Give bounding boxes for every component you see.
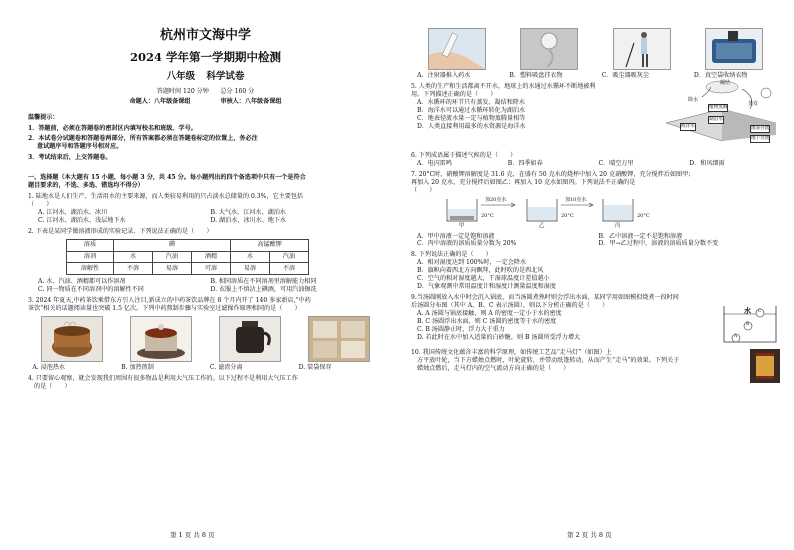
page-footer-1: 第 1 页 共 8 页 <box>170 531 215 539</box>
q1-stem: 1. 陆地水是人们生产、生活用水的主要来源，而人类较易利用的只占淡水总储量的 0.3%，它主要包括 <box>28 193 304 201</box>
q5-option-a: A．水循环的环节只有蒸发、凝结和降水 <box>417 98 525 106</box>
label-transpiration: 植物蒸腾 <box>709 104 728 110</box>
table-cell: 易溶 <box>231 263 270 275</box>
label-temp-2: 20°C <box>561 212 574 219</box>
label-water: 水 <box>744 305 751 315</box>
table-cell: 易溶 <box>153 263 192 275</box>
q4-option-d: D．真空袋收纳衣物 <box>693 72 748 79</box>
q1-blank: （ ） <box>28 200 53 208</box>
soak-photo <box>41 316 103 362</box>
q4-stem: 4. 只要留心观察，就会发现我们周围有很多物品是利用大气压工作的。以下过程不是利用大气压工作 <box>28 375 298 383</box>
dumpling-diagram <box>720 302 780 346</box>
table-cell: 酒精 <box>192 251 231 263</box>
beaker-diagram <box>441 195 671 231</box>
reviewer: 审核人：八年级备课组 <box>220 97 282 105</box>
label-condensation: 凝结 <box>720 79 731 86</box>
table-cell: 汽油 <box>270 251 309 263</box>
q1-option-d: D. 湖泊水、冰川水、地下水 <box>210 216 287 224</box>
q8-option-d: D．气象观测中常用温度计和湿度计测量温度和湿度 <box>417 283 556 291</box>
q7-stem: 7. 20°C时，硝酸钾溶解度是 31.6 克，在盛有 50 克水的烧杯中加入 20 克硝酸钾，充分搅拌后如图甲； <box>411 170 695 178</box>
section-heading: 一、选择题（本大题有 15 小题，每小题 3 分，共 45 分。每小题列出的四个备选项中只有一个是符合 <box>28 174 306 182</box>
q3-option-a: A. 浸泡热水 <box>32 364 66 372</box>
question-6 <box>411 152 780 168</box>
q4-option-a: A．注射器推入药水 <box>417 72 471 79</box>
label-add-20g-water: 加20克水 <box>485 196 507 203</box>
table-cell: 不溶 <box>270 263 309 275</box>
q10-stem-3: 蜡烛点燃后，走马灯内的空气流动方向正确的是（ ） <box>417 364 570 372</box>
syringe-photo <box>428 28 486 70</box>
tip-3: 3．考试结束后，上交答题卷。 <box>28 154 112 162</box>
q3-option-d: D. 装袋保存 <box>298 364 332 372</box>
table-cell: 可溶 <box>192 263 231 275</box>
table-cell: 溶质 <box>67 239 114 251</box>
q6-option-b: B．四季如春 <box>507 159 543 167</box>
q7-option-a: A．甲中溶液一定是饱和溶液 <box>417 232 495 240</box>
table-cell: 高锰酸钾 <box>231 239 309 251</box>
label-surface-runoff: 地表径流 <box>751 125 770 131</box>
q3-stem: 3. 2024 年夏天,中药茶饮乘借东方引人注目,新成立的中药茶饮品牌在 8 个月内开了 140 多家新店,“中药 <box>28 297 311 305</box>
q8-option-c: C．空气的相对湿度越大，干湿球温度计差值越小 <box>417 275 550 283</box>
q9-option-c: C. B 汤圆静止时，浮力大于重力 <box>417 325 505 333</box>
q1-option-c: C. 江河水、湖泊水、浅层地下水 <box>38 216 126 224</box>
total-score: 总分 160 分 <box>220 87 255 95</box>
q9-option-d: D. 若此时在水中加入适量的白砂糖，则 B 汤圆所受浮力增大 <box>417 333 581 341</box>
q9-option-a: A. A 汤圆与锅底接触，则 A 的密度一定小于水的密度 <box>417 309 562 317</box>
q8-stem: 8. 下列说法正确的是（ ） <box>411 251 492 259</box>
school-name: 杭州市文海中学 <box>159 28 251 43</box>
q5-stem-2: 用。下列描述正确的是（ ） <box>411 90 497 98</box>
label-precipitation: 降水 <box>688 96 699 103</box>
q2-stem: 2. 下表是某同学做溶液形成的实验记录，下列说法正确的是（ ） <box>28 227 213 235</box>
q8-option-b: B．旗帜向着西北方向飘拜，此时吹的是西北风 <box>417 267 544 275</box>
label-dumpling-c: C <box>758 308 762 314</box>
staff-line <box>28 98 383 106</box>
table-cell: 水 <box>231 251 270 263</box>
q5-option-b: B．海洋水可以通过水循环转化为湖泊水 <box>417 106 526 114</box>
q4-option-c: C．吸尘器吸灰尘 <box>601 72 649 79</box>
lantern-image <box>750 349 780 383</box>
q5-option-c: C．地表径流水量一定与植物蒸腾量相等 <box>417 114 526 122</box>
label-evaporation: 蒸发 <box>748 100 759 107</box>
question-10 <box>411 349 780 383</box>
q6-stem: 6. 下列成语属于描述气候的是（ ） <box>411 151 517 159</box>
decoct-photo <box>130 316 192 362</box>
tip-2: 2．本试卷分试题卷和答题卷两部分，所有答案都必须在答题卷标定的位置上，务必注 <box>28 135 258 143</box>
q10-stem: 10. 我国传统文化蕴含丰富的科学原理，如传统工艺品“走马灯”（如图）上 <box>411 348 612 356</box>
q1-option-a: A. 江河水、湖泊水、冰川 <box>38 208 108 216</box>
grade-subject <box>28 71 383 83</box>
label-add-10g-water: 加10克水 <box>565 196 587 203</box>
tips-title: 温馨提示： <box>28 113 59 121</box>
q6-option-c: C．晴空万里 <box>598 159 634 167</box>
q6-option-a: A．电闪雷鸣 <box>417 159 452 167</box>
time-score <box>28 88 383 96</box>
label-lake-water: 湖泊水 <box>709 116 723 122</box>
table-cell: 水 <box>114 251 153 263</box>
water-cycle-diagram <box>662 79 780 149</box>
tip-2b: 意试题序号和答题序号相对应。 <box>37 143 123 151</box>
solubility-table <box>66 239 309 276</box>
label-temp-3: 20°C <box>637 212 650 219</box>
vacuum-photo <box>613 28 671 70</box>
filter-photo <box>219 316 281 362</box>
grade-label: 八年级 <box>166 71 196 83</box>
table-cell: 不溶 <box>114 263 153 275</box>
question-7 <box>411 171 780 249</box>
q2-option-d: D. 衣服上不慎沾上碘酒，可用汽油擦洗 <box>210 286 317 294</box>
exam-time: 答题时间 120 分钟 <box>156 87 209 95</box>
label-yi: 乙 <box>539 222 545 229</box>
q9-stem-2: 后汤圆分布图（其中 A、B、C 表示汤圆），则以下分析正确的是（ ） <box>411 301 609 309</box>
subject-label: 科学试卷 <box>206 71 245 83</box>
q6-option-d: D．和风细雨 <box>689 159 725 167</box>
q5-option-d: D．人类直接利用最多的水资源是海洋水 <box>417 122 526 130</box>
q9-option-b: B. C 汤圆浮出水面，则 C 汤圆的密度等于水的密度 <box>417 317 557 325</box>
q7-option-d: D．甲→乙过程中，溶液的溶质质量分数不变 <box>598 240 719 248</box>
q10-stem-2: 方平放叶轮，当下方蜡烛点燃时，叶轮旋转，并带动纸篷转动，从而产生“走马”的效果。下列关于 <box>417 356 680 364</box>
question-5 <box>411 79 780 149</box>
vacuum-bag-photo <box>705 28 763 70</box>
q9-stem: 9.当汤圆刚放入水中时会沉入锅底，而当汤圆煮熟时则会浮出水面，某同学用如图模拟烧煮一段时间 <box>411 293 679 301</box>
label-temp-1: 20°C <box>481 212 494 219</box>
table-cell: 汽油 <box>153 251 192 263</box>
section-heading-2: 题目要求的，不选、多选、错选均不得分） <box>28 182 144 190</box>
q4-images <box>411 28 780 70</box>
section-1 <box>28 174 383 190</box>
setter: 命题人：八年级备课组 <box>129 97 191 105</box>
q3-option-c: C. 滤渣分离 <box>209 364 243 372</box>
question-3 <box>28 297 383 372</box>
question-8 <box>411 251 780 291</box>
q1-option-b: B. 大气水、江河水、湖泊水 <box>210 208 286 216</box>
question-9 <box>411 294 780 346</box>
table-cell: 碘 <box>114 239 231 251</box>
q5-stem: 5. 人类的生产和生活都离不开水，地球上的水通过水循环不断地被利 <box>411 82 596 90</box>
label-ocean-water: 海洋水 <box>681 123 695 129</box>
q7-stem-3: （ ） <box>411 186 436 194</box>
tip-1: 1．答题前，必须在答题卷的密封区内填写校名和班级、学号。 <box>28 124 197 132</box>
q4-stem-2: 的是（ ） <box>34 382 71 390</box>
table-cell: 溶解性 <box>67 263 114 275</box>
label-dumpling-b: B <box>746 321 750 327</box>
q7-stem-2: 再加入 20 克水，充分搅拌后如图乙；再加入 10 克水如图丙。下列说法不正确的是 <box>411 178 636 186</box>
q3-captions <box>28 364 383 372</box>
label-bing: 丙 <box>615 222 621 229</box>
q2-option-b: B. 相同溶质在不同溶剂里溶解能力相同 <box>210 278 317 286</box>
q7-option-c: C．丙中溶液的溶质质量分数为 20% <box>417 240 517 248</box>
q8-option-a: A．相对湿度达到 100%时，一定会降水 <box>417 259 527 267</box>
question-1 <box>28 193 383 225</box>
label-jia: 甲 <box>459 222 465 229</box>
exam-title: 2024 学年第一学期期中检测 <box>129 49 281 64</box>
exam-page-2 <box>397 0 794 550</box>
q3-option-b: B. 加热煎制 <box>121 364 154 372</box>
q3-stem-2: 茶饮”相关的话题阅读量也突破 1.5 亿次。下列中药熬制步骤与实验室过滤操作原理相同的是（ ） <box>28 305 301 313</box>
q3-images <box>28 316 383 362</box>
q2-option-c: C. 同一物质在不同溶剂中的溶解性不同 <box>38 286 144 294</box>
page-footer-2: 第 2 页 共 8 页 <box>567 531 612 539</box>
question-4 <box>28 375 383 391</box>
q4-option-b: B．塑料吸盘挂衣物 <box>509 72 563 79</box>
suction-cup-photo <box>520 28 578 70</box>
q2-option-a: A. 水、汽油、酒精都可以作溶剂 <box>38 278 126 286</box>
label-groundwater-runoff: 地下径流 <box>751 135 770 141</box>
q7-option-b: B．乙中溶液一定不是饱和溶液 <box>598 232 683 240</box>
table-cell: 溶剂 <box>67 251 114 263</box>
tips <box>28 114 383 163</box>
bag-photo <box>308 316 370 362</box>
label-dumpling-a: A <box>734 333 738 339</box>
question-2 <box>28 228 383 295</box>
